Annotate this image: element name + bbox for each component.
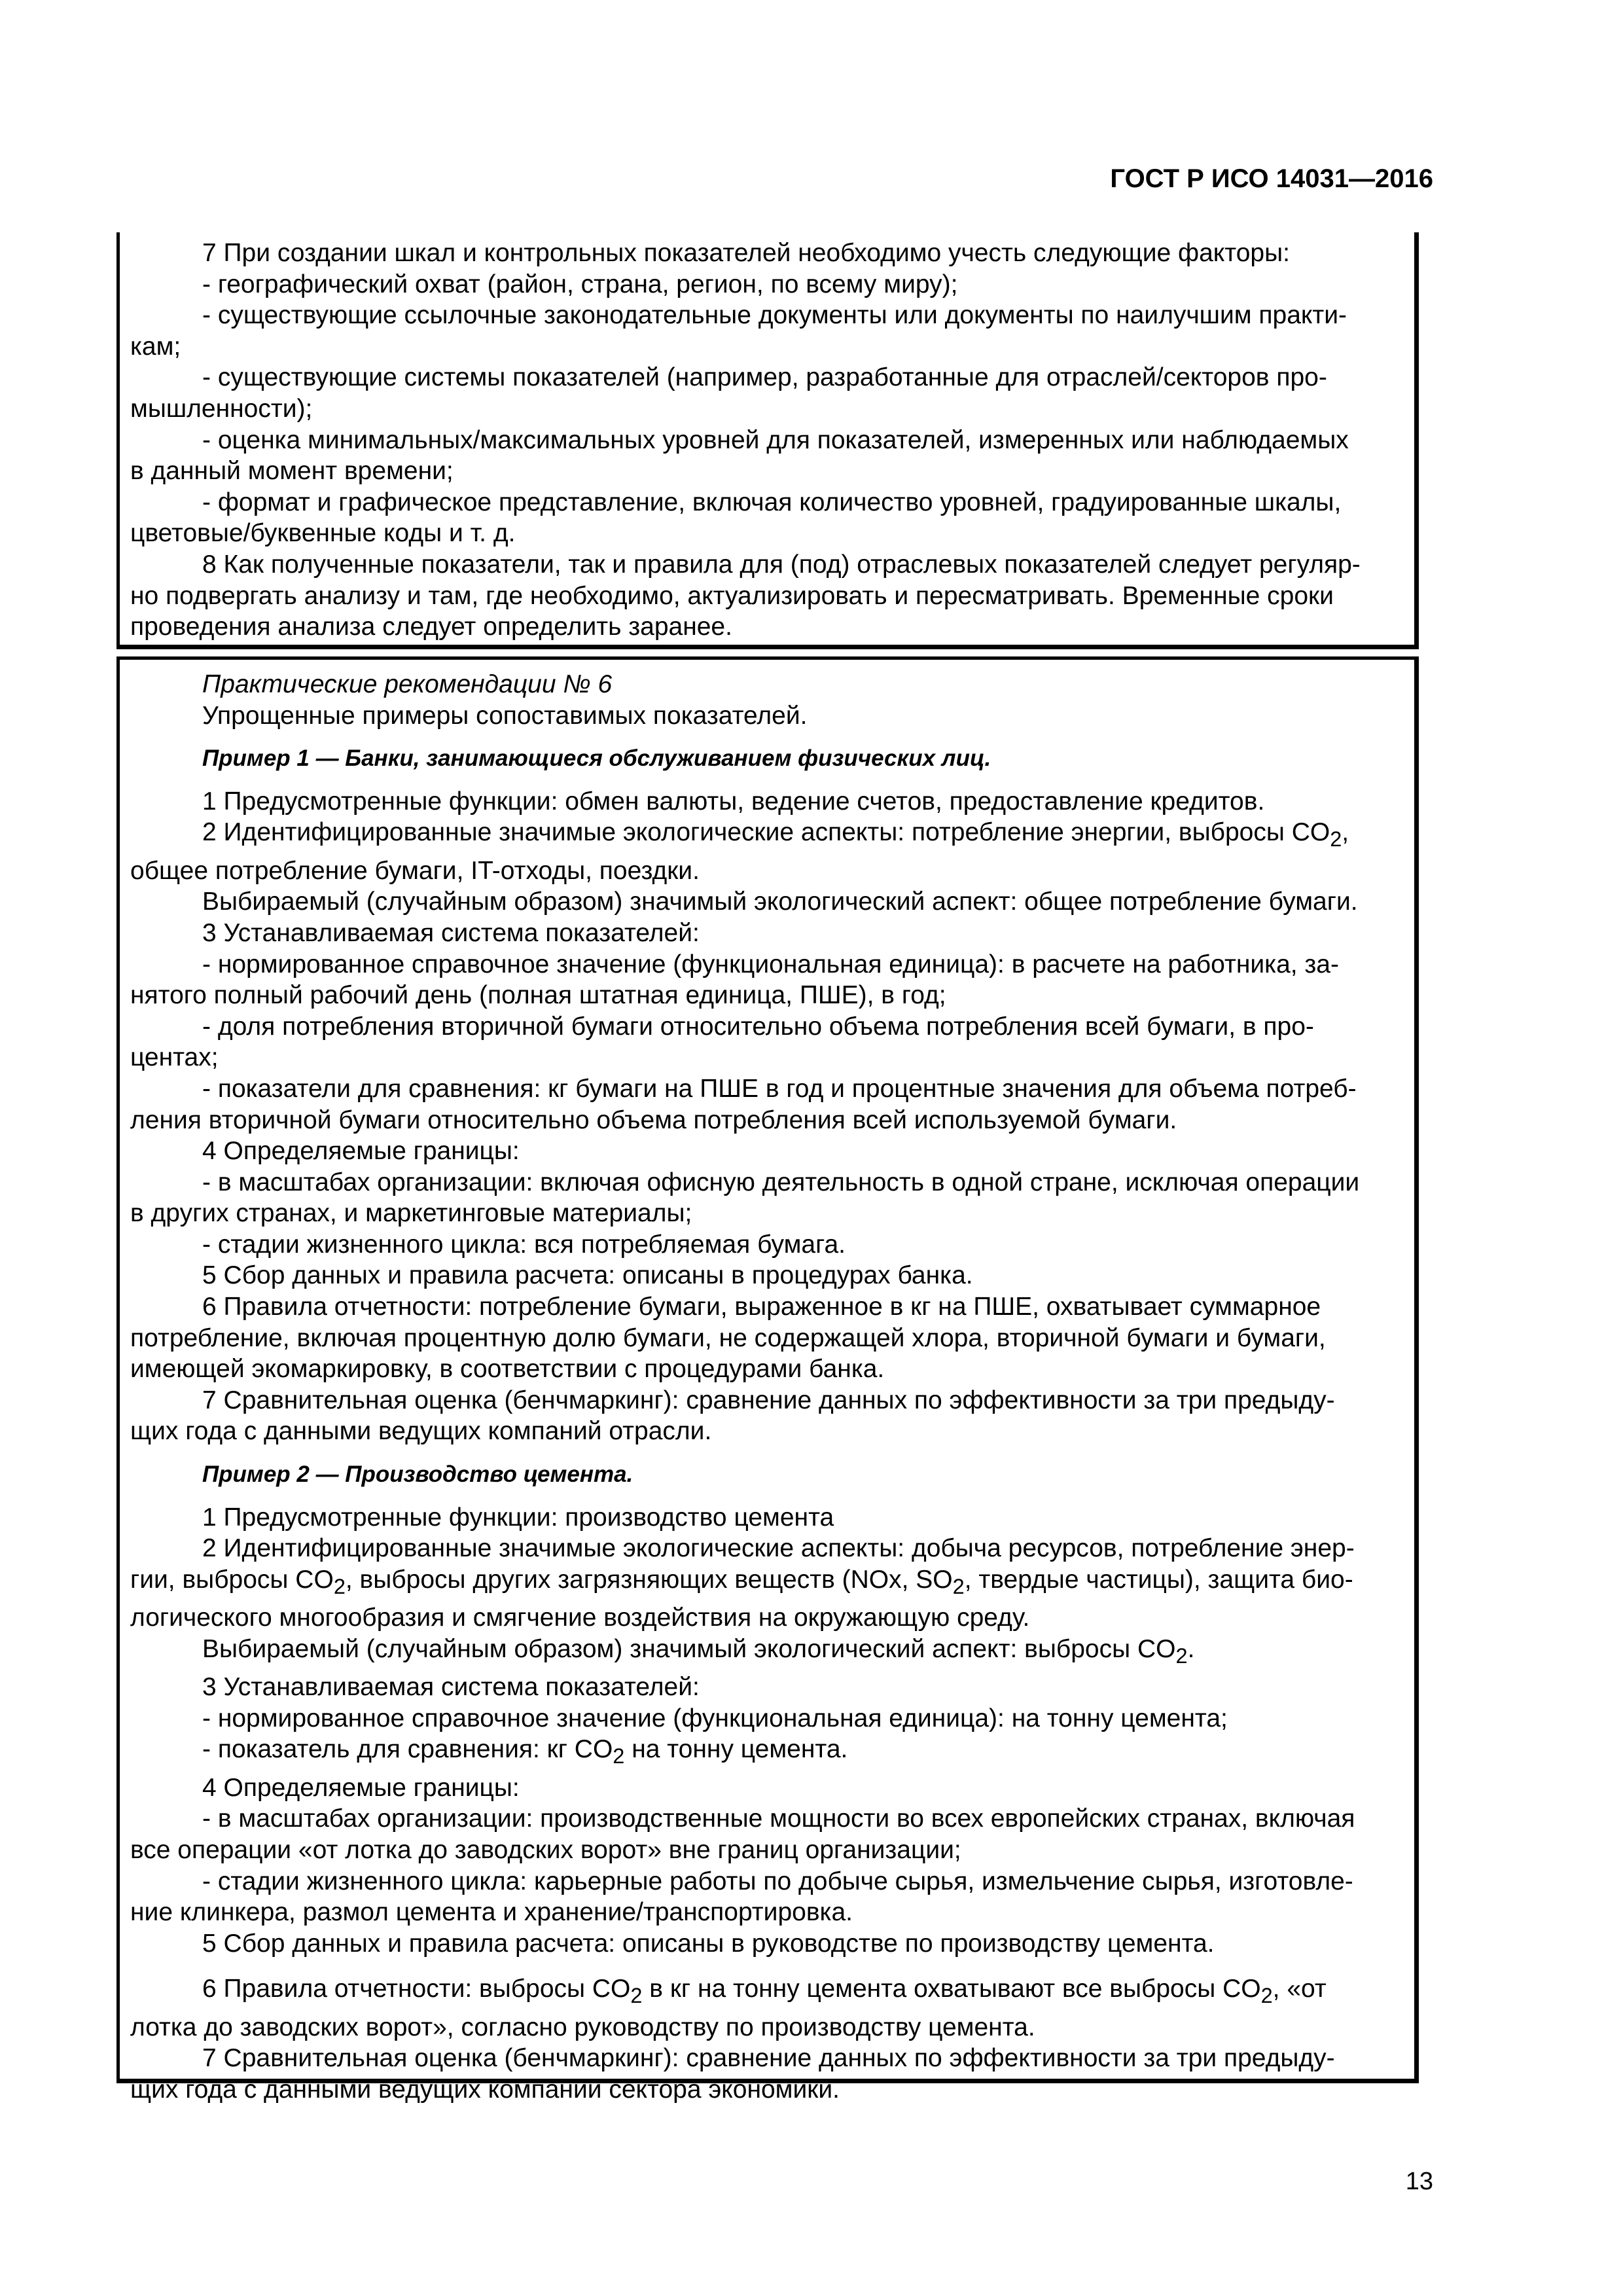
- subscript: 2: [1330, 827, 1342, 852]
- text-line: 1 Предусмотренные функции: обмен валюты, ведение счетов, предоставление кредитов.: [202, 787, 1265, 816]
- page-number: 13: [1405, 2168, 1433, 2195]
- recommendation-subtitle: Упрощенные примеры сопоставимых показателей.: [202, 701, 808, 730]
- text-line: 7 Сравнительная оценка (бенчмаркинг): сравнение данных по эффективности за три предыду-: [202, 2044, 1335, 2073]
- text-line: 3 Устанавливаемая система показателей:: [202, 918, 700, 947]
- text-line: - географический охват (район, страна, регион, по всему миру);: [202, 270, 958, 298]
- recommendation-title: Практические рекомендации № 6: [202, 670, 613, 698]
- text-line: лотка до заводских ворот», согласно руководству по производству цемента.: [130, 2013, 1035, 2041]
- text-segment: - показатель для сравнения: кг CO: [202, 1735, 613, 1764]
- text-line: мышленности);: [130, 394, 313, 423]
- text-segment: , выбросы других загрязняющих веществ (NOx, SO: [345, 1565, 953, 1594]
- text-line: - существующие ссылочные законодательные документы или документы по наилучшим практи-: [202, 301, 1347, 330]
- subscript: 2: [613, 1744, 625, 1768]
- text-line: - существующие системы показателей (например, разработанные для отраслей/секторов про-: [202, 363, 1327, 392]
- text-line: - в масштабах организации: включая офисную деятельность в одной стране, исключая операции: [202, 1168, 1360, 1196]
- text-line: - в масштабах организации: производственные мощности во всех европейских странах, включая: [202, 1804, 1355, 1833]
- text-line: 2 Идентифицированные значимые экологические аспекты: добыча ресурсов, потребление энер-: [202, 1534, 1355, 1563]
- text-line: [130, 1973, 1401, 2011]
- text-line: но подвергать анализу и там, где необходимо, актуализировать и пересматривать. Временные сроки: [130, 581, 1334, 610]
- text-line: [130, 817, 1401, 855]
- text-line: нятого полный рабочий день (полная штатная единица, ПШЕ), в год;: [130, 981, 946, 1010]
- text-line: [130, 1634, 1401, 1672]
- text-line: щих года с данными ведущих компаний сектора экономики.: [130, 2075, 840, 2104]
- text-line: 1 Предусмотренные функции: производство цемента: [202, 1503, 834, 1532]
- example-2-heading: Пример 2 — Производство цемента.: [202, 1462, 633, 1488]
- subscript: 2: [1260, 1984, 1273, 2008]
- text-line: в других странах, и маркетинговые материалы;: [130, 1199, 692, 1228]
- text-segment: на тонну цемента.: [624, 1735, 848, 1764]
- text-line: 7 При создании шкал и контрольных показателей необходимо учесть следующие факторы:: [202, 239, 1290, 267]
- text-segment: 2 Идентифицированные значимые экологические аспекты: потребление энергии, выбросы CO: [202, 818, 1330, 847]
- text-line: - показатели для сравнения: кг бумаги на ПШЕ в год и процентные значения для объема потреб-: [202, 1074, 1357, 1103]
- text-line: - оценка минимальных/максимальных уровней для показателей, измеренных или наблюдаемых: [202, 425, 1349, 454]
- comma: ,: [1342, 818, 1349, 847]
- text-line: [130, 1564, 1401, 1602]
- text-line: щих года с данными ведущих компаний отрасли.: [130, 1417, 712, 1446]
- text-line: 5 Сбор данных и правила расчета: описаны в процедурах банка.: [202, 1261, 973, 1290]
- text-line: ления вторичной бумаги относительно объема потребления всей используемой бумаги.: [130, 1105, 1177, 1134]
- subscript: 2: [952, 1574, 965, 1598]
- text-line: - стадии жизненного цикла: вся потребляемая бумага.: [202, 1230, 846, 1259]
- text-segment: , «от: [1272, 1975, 1327, 2003]
- text-line: все операции «от лотка до заводских ворот» вне границ организации;: [130, 1835, 961, 1864]
- text-line: 6 Правила отчетности: потребление бумаги, выраженное в кг на ПШЕ, охватывает суммарное: [202, 1293, 1321, 1321]
- text-line: 8 Как полученные показатели, так и правила для (под) отраслевых показателей следует регуляр-: [202, 550, 1361, 579]
- text-line: общее потребление бумаги, IT-отходы, поездки.: [130, 856, 700, 885]
- text-line: в данный момент времени;: [130, 457, 454, 486]
- example-1-heading: Пример 1 — Банки, занимающиеся обслуживанием физических лиц.: [202, 745, 991, 772]
- text-line: цветовые/буквенные коды и т. д.: [130, 519, 516, 548]
- text-line: - нормированное справочное значение (функциональная единица): в расчете на работника, за-: [202, 950, 1339, 978]
- text-line: [130, 1734, 1401, 1772]
- text-line: 7 Сравнительная оценка (бенчмаркинг): сравнение данных по эффективности за три предыду-: [202, 1386, 1335, 1414]
- subscript: 2: [1175, 1643, 1188, 1668]
- text-line: 4 Определяемые границы:: [202, 1137, 520, 1166]
- text-line: - нормированное справочное значение (функциональная единица): на тонну цемента;: [202, 1704, 1228, 1732]
- text-line: центах;: [130, 1043, 219, 1072]
- text-segment: в кг на тонну цемента охватывают все выбросы CO: [642, 1975, 1261, 2003]
- text-line: - формат и графическое представление, включая количество уровней, градуированные шкалы,: [202, 488, 1342, 516]
- text-segment: .: [1187, 1634, 1195, 1663]
- text-segment: гии, выбросы CO: [130, 1565, 334, 1594]
- text-line: кам;: [130, 332, 181, 361]
- text-line: - доля потребления вторичной бумаги относительно объема потребления всей бумаги, в про-: [202, 1012, 1314, 1041]
- document-header: ГОСТ Р ИСО 14031—2016: [1110, 164, 1433, 193]
- factors-box: [116, 232, 1419, 649]
- subscript: 2: [333, 1574, 346, 1598]
- text-line: логического многообразия и смягчение воздействия на окружающую среду.: [130, 1604, 1030, 1632]
- subscript: 2: [630, 1984, 643, 2008]
- text-line: потребление, включая процентную долю бумаги, не содержащей хлора, вторичной бумаги и бумаги,: [130, 1323, 1326, 1352]
- text-line: Выбираемый (случайным образом) значимый экологический аспект: общее потребление бумаги.: [202, 888, 1358, 916]
- text-line: ние клинкера, размол цемента и хранение/транспортировка.: [130, 1898, 853, 1927]
- text-line: 4 Определяемые границы:: [202, 1773, 520, 1802]
- practical-recommendations-box: [116, 656, 1419, 2104]
- text-segment: Выбираемый (случайным образом) значимый экологический аспект: выбросы CO: [202, 1634, 1176, 1663]
- text-segment: 6 Правила отчетности: выбросы CO: [202, 1975, 631, 2003]
- text-line: имеющей экомаркировку, в соответствии с процедурами банка.: [130, 1355, 885, 1384]
- text-line: 5 Сбор данных и правила расчета: описаны в руководстве по производству цемента.: [202, 1929, 1215, 1958]
- text-line: - стадии жизненного цикла: карьерные работы по добыче сырья, измельчение сырья, изготовле-: [202, 1867, 1353, 1895]
- text-segment: , твердые частицы), защита био-: [964, 1565, 1353, 1594]
- text-line: 3 Устанавливаемая система показателей:: [202, 1673, 700, 1702]
- text-line: проведения анализа следует определить заранее.: [130, 613, 732, 641]
